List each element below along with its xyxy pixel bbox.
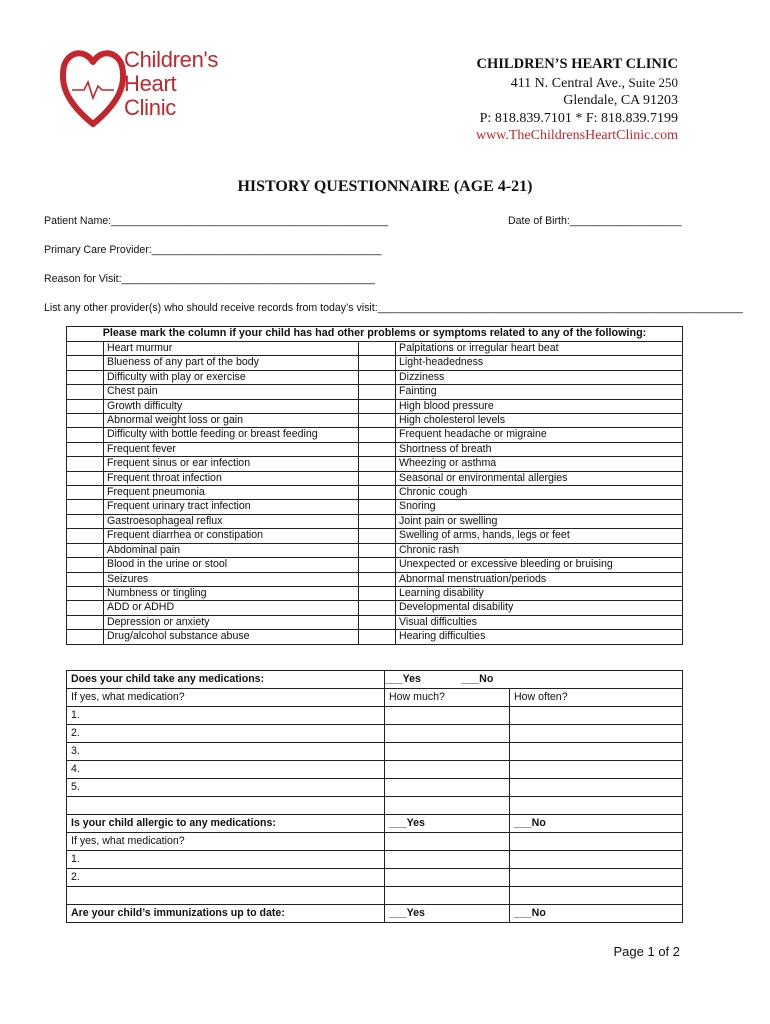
symptom-checkbox[interactable] [359, 471, 396, 485]
symptom-checkbox[interactable] [67, 543, 104, 557]
symptom-label: Chronic rash [396, 543, 683, 557]
symptom-checkbox[interactable] [359, 370, 396, 384]
symptom-label: Learning disability [396, 586, 683, 600]
clinic-address [476, 56, 678, 145]
symptom-row [67, 630, 683, 644]
symptom-label: Seasonal or environmental allergies [396, 471, 683, 485]
allergy-medication-header: If yes, what medication? [67, 833, 385, 851]
clinic-website-link[interactable]: www.TheChildrensHeartClinic.com [475, 128, 678, 143]
symptom-label: Visual difficulties [396, 615, 683, 629]
other-providers-field[interactable]: List any other provider(s) who should receive records from today’s visit:______________________________________________________________ [44, 302, 743, 314]
medication-row[interactable]: 1. [67, 707, 385, 725]
symptom-label: Frequent diarrhea or constipation [104, 529, 359, 543]
medications-yes-option[interactable]: ___Yes [385, 671, 510, 689]
clinic-phone: P: 818.839.7101 * F: 818.839.7199 [479, 110, 678, 126]
symptom-label: Joint pain or swelling [396, 514, 683, 528]
symptom-label: Wheezing or asthma [396, 457, 683, 471]
symptom-row [67, 399, 683, 413]
immunization-question: Are your child’s immunizations up to date: [67, 905, 385, 923]
symptom-checkbox[interactable] [67, 428, 104, 442]
symptom-label: ADD or ADHD [104, 601, 359, 615]
medication-row[interactable]: 4. [67, 761, 385, 779]
symptom-row [67, 370, 683, 384]
symptom-row [67, 428, 683, 442]
logo-line-3: Clinic [124, 95, 176, 120]
symptom-checkbox[interactable] [359, 457, 396, 471]
symptom-checkbox[interactable] [359, 615, 396, 629]
symptom-checkbox[interactable] [359, 572, 396, 586]
symptom-label: Frequent sinus or ear infection [104, 457, 359, 471]
symptom-label: Frequent throat infection [104, 471, 359, 485]
symptom-checkbox[interactable] [67, 630, 104, 644]
page-title: HISTORY QUESTIONNAIRE (AGE 4-21) [237, 178, 533, 195]
symptom-checkbox[interactable] [359, 486, 396, 500]
symptom-label: Difficulty with bottle feeding or breast feeding [104, 428, 359, 442]
how-often-header: How often? [510, 689, 683, 707]
symptom-checkbox[interactable] [67, 486, 104, 500]
medication-frequency-cell[interactable] [510, 725, 683, 743]
symptom-label: Abnormal weight loss or gain [104, 414, 359, 428]
symptom-checkbox[interactable] [67, 342, 104, 356]
spacer-cell [510, 797, 683, 815]
medication-row[interactable]: 3. [67, 743, 385, 761]
symptom-row [67, 486, 683, 500]
symptom-checkbox[interactable] [359, 558, 396, 572]
spacer-cell [67, 797, 385, 815]
medication-amount-cell[interactable] [385, 707, 510, 725]
allergy-cell[interactable] [385, 869, 510, 887]
symptom-checkbox[interactable] [67, 414, 104, 428]
symptom-checkbox[interactable] [359, 543, 396, 557]
symptom-checkbox[interactable] [67, 586, 104, 600]
empty-cell [510, 833, 683, 851]
symptom-label: High blood pressure [396, 399, 683, 413]
primary-care-provider-field[interactable]: Primary Care Provider:_______________________________________ [44, 244, 382, 256]
symptom-row [67, 543, 683, 557]
symptom-label: Chronic cough [396, 486, 683, 500]
allergy-yes-option[interactable]: ___Yes [385, 815, 510, 833]
symptom-row [67, 615, 683, 629]
symptom-row [67, 514, 683, 528]
symptom-label: Chest pain [104, 385, 359, 399]
symptom-checkbox[interactable] [359, 586, 396, 600]
symptom-label: Numbness or tingling [104, 586, 359, 600]
symptoms-table [66, 326, 683, 645]
symptom-row [67, 529, 683, 543]
symptom-label: Hearing difficulties [396, 630, 683, 644]
symptom-checkbox[interactable] [67, 572, 104, 586]
symptom-label: Dizziness [396, 370, 683, 384]
medications-question: Does your child take any medications: [67, 671, 385, 689]
medication-amount-cell[interactable] [385, 743, 510, 761]
medication-row[interactable]: 2. [67, 725, 385, 743]
medication-amount-cell[interactable] [385, 761, 510, 779]
symptom-checkbox[interactable] [359, 601, 396, 615]
symptom-label: Light-headedness [396, 356, 683, 370]
symptom-label: Drug/alcohol substance abuse [104, 630, 359, 644]
symptom-label: Heart murmur [104, 342, 359, 356]
empty-cell [385, 833, 510, 851]
symptom-row [67, 342, 683, 356]
symptom-label: Shortness of breath [396, 442, 683, 456]
logo-line-1: Children's [124, 47, 219, 72]
symptom-label: Blueness of any part of the body [104, 356, 359, 370]
symptom-label: Blood in the urine or stool [104, 558, 359, 572]
patient-name-field[interactable]: Patient Name:_______________________________________________ [44, 215, 389, 227]
symptom-label: Swelling of arms, hands, legs or feet [396, 529, 683, 543]
symptom-checkbox[interactable] [67, 457, 104, 471]
symptom-checkbox[interactable] [359, 356, 396, 370]
immunization-no-option[interactable]: ___No [510, 905, 683, 923]
symptom-row [67, 385, 683, 399]
symptom-checkbox[interactable] [359, 342, 396, 356]
symptom-checkbox[interactable] [359, 428, 396, 442]
date-of-birth-field[interactable]: Date of Birth:___________________ [508, 215, 682, 227]
symptom-row [67, 471, 683, 485]
medications-table [66, 670, 683, 923]
spacer-cell [67, 887, 385, 905]
medication-row[interactable]: 5. [67, 779, 385, 797]
clinic-logo [58, 44, 238, 130]
symptom-label: Frequent fever [104, 442, 359, 456]
allergy-cell[interactable] [510, 869, 683, 887]
symptom-label: Growth difficulty [104, 399, 359, 413]
allergy-no-option[interactable]: ___No [510, 815, 683, 833]
medication-frequency-cell[interactable] [510, 779, 683, 797]
clinic-address-line-1: 411 N. Central Ave., Suite 250 [510, 74, 678, 91]
symptom-checkbox[interactable] [67, 356, 104, 370]
allergy-cell[interactable] [385, 851, 510, 869]
symptom-label: Frequent urinary tract infection [104, 500, 359, 514]
symptom-checkbox[interactable] [67, 529, 104, 543]
symptom-checkbox[interactable] [67, 615, 104, 629]
allergy-question: Is your child allergic to any medications: [67, 815, 385, 833]
symptom-checkbox[interactable] [67, 500, 104, 514]
medication-amount-cell[interactable] [385, 725, 510, 743]
symptom-checkbox[interactable] [67, 385, 104, 399]
symptom-row [67, 414, 683, 428]
symptom-checkbox[interactable] [67, 471, 104, 485]
symptom-row [67, 558, 683, 572]
medication-name-header: If yes, what medication? [67, 689, 385, 707]
how-much-header: How much? [385, 689, 510, 707]
symptom-checkbox[interactable] [359, 385, 396, 399]
symptom-label: Frequent pneumonia [104, 486, 359, 500]
symptom-checkbox[interactable] [359, 399, 396, 413]
medication-frequency-cell[interactable] [510, 761, 683, 779]
clinic-address-line-2: Glendale, CA 91203 [563, 93, 678, 108]
allergy-cell[interactable] [510, 851, 683, 869]
symptom-label: Gastroesophageal reflux [104, 514, 359, 528]
symptom-row [67, 356, 683, 370]
symptom-checkbox[interactable] [359, 514, 396, 528]
page-number: Page 1 of 2 [613, 944, 680, 959]
symptom-label: Abdominal pain [104, 543, 359, 557]
spacer-cell [510, 887, 683, 905]
medication-amount-cell[interactable] [385, 779, 510, 797]
symptom-row [67, 500, 683, 514]
reason-for-visit-field[interactable]: Reason for Visit:___________________________________________ [44, 273, 375, 285]
symptom-checkbox[interactable] [67, 514, 104, 528]
allergy-row[interactable]: 1. [67, 851, 385, 869]
symptom-row [67, 457, 683, 471]
allergy-row[interactable]: 2. [67, 869, 385, 887]
symptom-checkbox[interactable] [359, 529, 396, 543]
symptom-label: Palpitations or irregular heart beat [396, 342, 683, 356]
symptom-row [67, 442, 683, 456]
clinic-name: CHILDREN’S HEART CLINIC [476, 56, 678, 72]
spacer-cell [385, 887, 510, 905]
medication-frequency-cell[interactable] [510, 707, 683, 725]
symptom-checkbox[interactable] [67, 601, 104, 615]
symptom-label: Unexpected or excessive bleeding or bruising [396, 558, 683, 572]
symptom-checkbox[interactable] [359, 500, 396, 514]
symptom-label: High cholesterol levels [396, 414, 683, 428]
symptom-label: Depression or anxiety [104, 615, 359, 629]
symptom-checkbox[interactable] [359, 630, 396, 644]
symptom-checkbox[interactable] [67, 399, 104, 413]
heart-logo-icon [58, 44, 128, 130]
medication-frequency-cell[interactable] [510, 743, 683, 761]
symptom-checkbox[interactable] [359, 414, 396, 428]
symptom-label: Fainting [396, 385, 683, 399]
symptom-label: Abnormal menstruation/periods [396, 572, 683, 586]
symptom-checkbox[interactable] [67, 558, 104, 572]
symptoms-header: Please mark the column if your child has had other problems or symptoms related to any of the following: [67, 327, 683, 342]
medications-no-option[interactable]: ___No [510, 671, 683, 689]
symptom-row [67, 586, 683, 600]
symptom-label: Developmental disability [396, 601, 683, 615]
symptom-row [67, 572, 683, 586]
symptom-label: Frequent headache or migraine [396, 428, 683, 442]
logo-line-2: Heart [124, 71, 177, 96]
symptom-checkbox[interactable] [67, 442, 104, 456]
spacer-cell [385, 797, 510, 815]
symptom-label: Snoring [396, 500, 683, 514]
symptom-checkbox[interactable] [359, 442, 396, 456]
symptom-row [67, 601, 683, 615]
symptom-checkbox[interactable] [67, 370, 104, 384]
symptom-label: Seizures [104, 572, 359, 586]
immunization-yes-option[interactable]: ___Yes [385, 905, 510, 923]
symptom-label: Difficulty with play or exercise [104, 370, 359, 384]
